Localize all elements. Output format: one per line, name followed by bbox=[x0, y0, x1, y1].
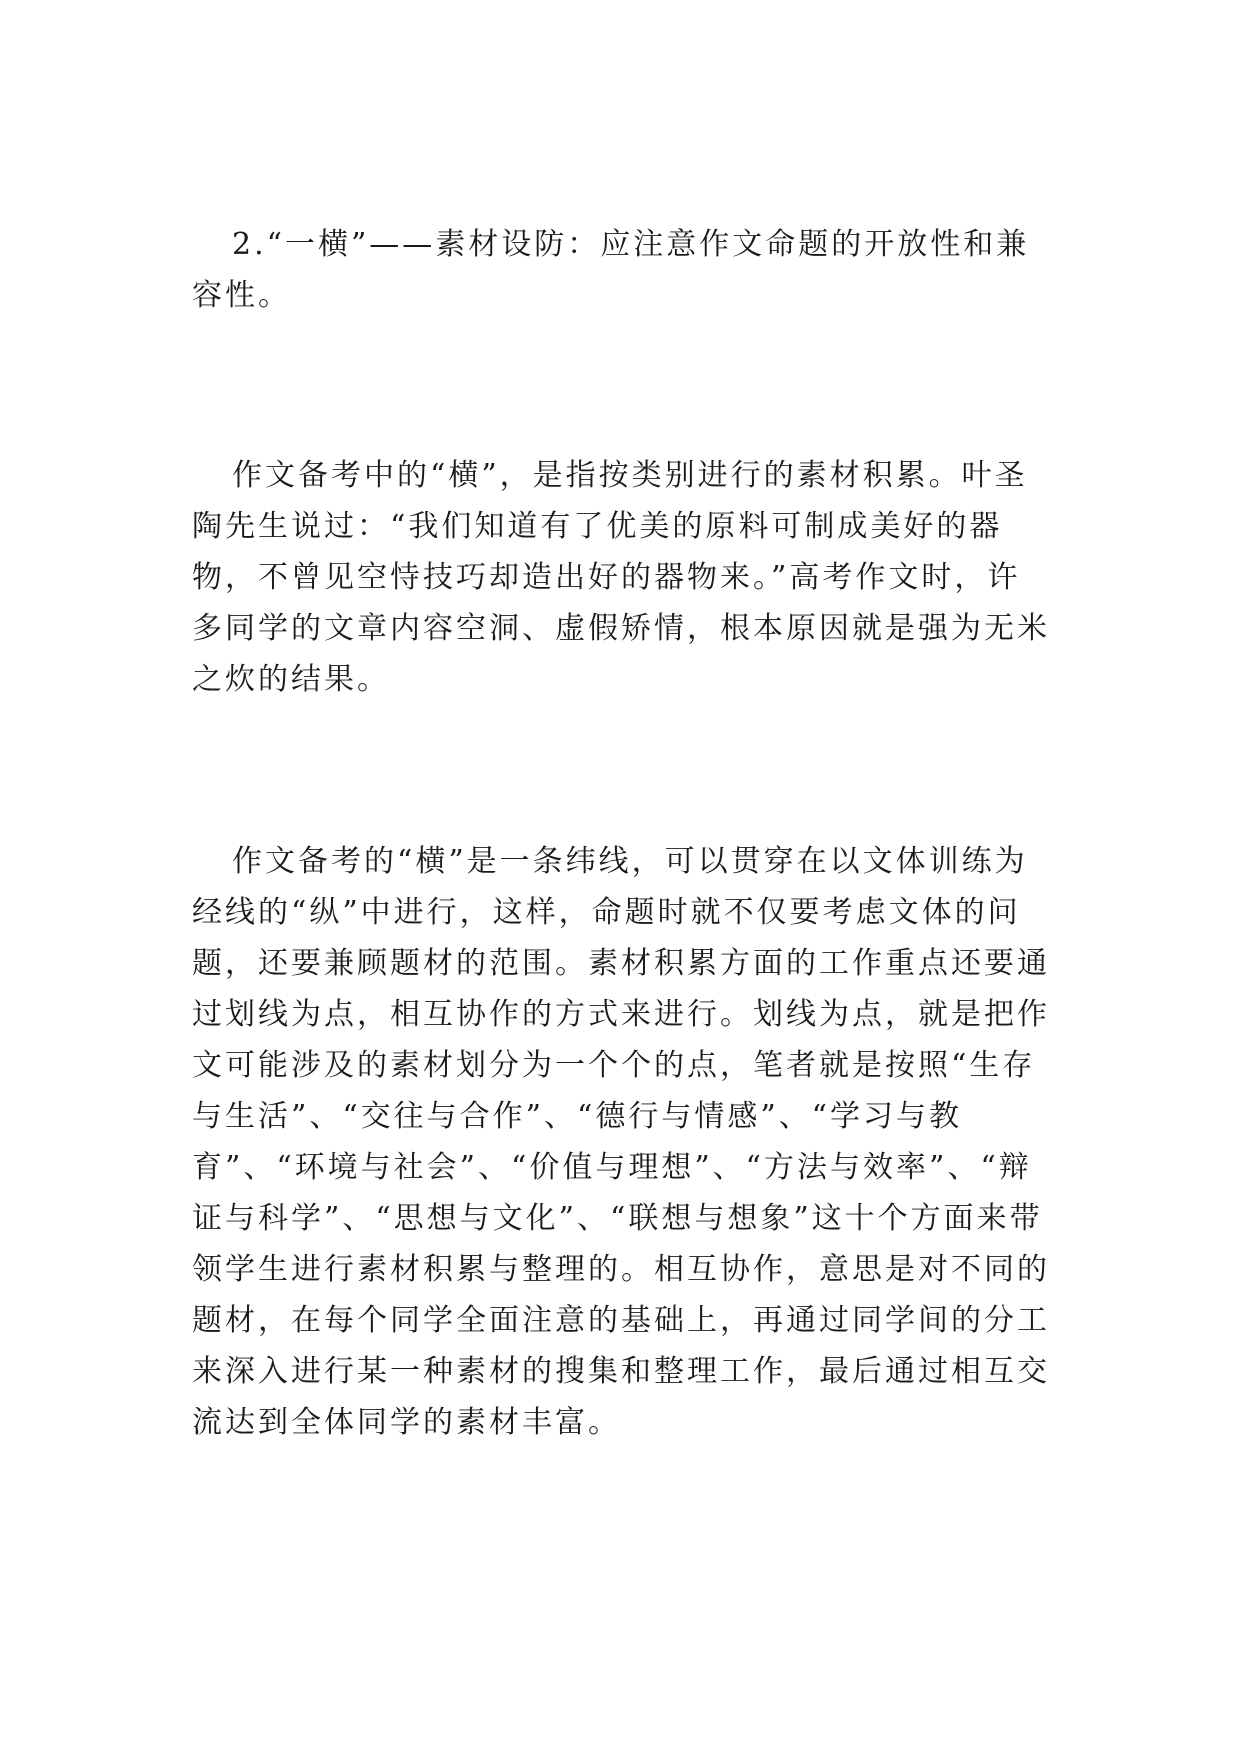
body-paragraph-1: 作文备考中的“横”，是指按类别进行的素材积累。叶圣陶先生说过：“我们知道有了优美的原料可制成美好的器物，不曾见空恃技巧却造出好的器物来。”高考作文时，许多同学的文章内容空洞、虚假矫情，根本原因就是强为无米之炊的结果。 bbox=[192, 458, 1050, 697]
body-paragraph-2: 作文备考的“横”是一条纬线，可以贯穿在以文体训练为经线的“纵”中进行，这样，命题时就不仅要考虑文体的问题，还要兼顾题材的范围。素材积累方面的工作重点还要通过划线为点，相互协作的方式来进行。划线为点，就是把作文可能涉及的素材划分为一个个的点，笔者就是按照“生存与生活”、“交往与合作”、“德行与情感”、“学习与教育”、“环境与社会”、“价值与理想”、“方法与效率”、“辩证与科学”、“思想与文化”、“联想与想象”这十个方面来带领学生进行素材积累与整理的。相互协作，意思是对不同的题材，在每个同学全面注意的基础上，再通过同学间的分工来深入进行某一种素材的搜集和整理工作，最后通过相互交流达到全体同学的素材丰富。 bbox=[192, 844, 1050, 1440]
heading-paragraph: 2.“一横”——素材设防：应注意作文命题的开放性和兼容性。 bbox=[192, 227, 1030, 313]
